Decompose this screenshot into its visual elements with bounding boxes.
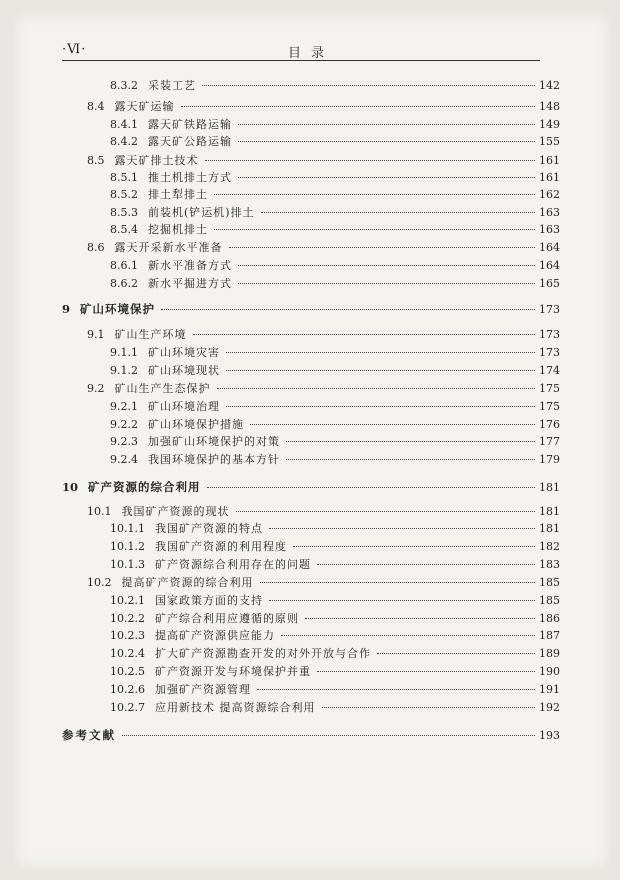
toc-page-number: 181 [539, 522, 560, 535]
toc-title: 露天开采新水平准备 [114, 241, 223, 254]
toc-entry [110, 117, 560, 133]
dot-leader [238, 141, 535, 142]
dot-leader [214, 194, 535, 195]
toc-entry [110, 222, 560, 238]
toc-number: 10.2.1 [110, 594, 145, 607]
dot-leader [226, 370, 535, 371]
dot-leader [214, 229, 535, 230]
dot-leader [202, 85, 535, 86]
toc-entry [87, 153, 560, 169]
toc-title: 推土机排土方式 [148, 171, 232, 184]
dot-leader [226, 352, 535, 353]
toc-title: 提高矿产资源供应能力 [155, 629, 275, 642]
toc-title: 我国矿产资源的现状 [121, 505, 230, 518]
toc-number: 8.6.1 [110, 259, 138, 272]
toc-entry [110, 557, 560, 573]
dot-leader [260, 582, 536, 583]
toc-title: 加强矿产资源管理 [155, 683, 251, 696]
toc-number: 9.2.1 [110, 400, 138, 413]
toc-page-number: 173 [539, 346, 560, 359]
dot-leader [269, 528, 535, 529]
dot-leader [238, 177, 535, 178]
dot-leader [226, 406, 535, 407]
toc-title: 采装工艺 [148, 79, 196, 92]
toc-entry [110, 539, 560, 555]
toc-entry [110, 434, 560, 450]
toc-title: 矿山生产环境 [114, 328, 187, 341]
toc-entry [110, 611, 560, 627]
toc-number: 8.3.2 [110, 79, 138, 92]
toc-entry [110, 276, 560, 292]
dot-leader [293, 546, 535, 547]
toc-page-number: 165 [539, 277, 560, 290]
dot-leader [193, 334, 536, 335]
toc-page-number: 185 [539, 576, 560, 589]
toc-number: 9.1 [87, 328, 105, 341]
toc-number: 10.1 [87, 505, 112, 518]
toc-page-number: 148 [539, 100, 560, 113]
toc-entry [110, 700, 560, 716]
toc-page-number: 142 [539, 79, 560, 92]
toc-number: 8.6.2 [110, 277, 138, 290]
dot-leader [217, 388, 536, 389]
toc-title: 矿产综合利用应遵循的原则 [155, 612, 299, 625]
toc-title: 我国矿产资源的利用程度 [155, 540, 287, 553]
toc-number: 10.2.7 [110, 701, 145, 714]
toc-title: 露天矿运输 [114, 100, 175, 113]
toc-number: 9.2.3 [110, 435, 138, 448]
dot-leader [317, 671, 535, 672]
toc-entry [110, 417, 560, 433]
toc-page-number: 187 [539, 629, 560, 642]
toc-page-number: 163 [539, 223, 560, 236]
toc-number: 10 [62, 480, 79, 494]
toc-page-number: 177 [539, 435, 560, 448]
toc-entry [110, 593, 560, 609]
toc-references [62, 727, 560, 743]
dot-leader [250, 424, 535, 425]
toc-page-number: 164 [539, 241, 560, 254]
toc-chapter [62, 479, 560, 495]
toc-entry [87, 327, 560, 343]
toc-page-number: 173 [539, 303, 560, 316]
dot-leader [122, 735, 535, 736]
toc-number: 8.4.1 [110, 118, 138, 131]
toc-entry [87, 240, 560, 256]
dot-leader [286, 459, 535, 460]
toc-entry [110, 78, 560, 94]
toc-title: 矿山环境灾害 [148, 346, 220, 359]
toc-title: 矿山生产生态保护 [114, 382, 211, 395]
toc-title: 排土犁排土 [148, 188, 208, 201]
toc-title: 矿产资源综合利用存在的问题 [155, 558, 311, 571]
toc-page-number: 161 [539, 171, 560, 184]
toc-entry [110, 521, 560, 537]
toc-page-number: 164 [539, 259, 560, 272]
toc-page-number: 174 [539, 364, 560, 377]
dot-leader [317, 564, 535, 565]
toc-page-number: 149 [539, 118, 560, 131]
toc-title: 参考文献 [62, 728, 116, 742]
toc-page-number: 189 [539, 647, 560, 660]
toc-number: 10.2.6 [110, 683, 145, 696]
toc-page-number: 175 [539, 382, 560, 395]
toc-number: 9.2.2 [110, 418, 138, 431]
toc-page-number: 186 [539, 612, 560, 625]
toc-entry [87, 99, 560, 115]
toc-number: 8.4.2 [110, 135, 138, 148]
toc-page-number: 161 [539, 154, 560, 167]
toc-page-number: 155 [539, 135, 560, 148]
toc-entry [110, 363, 560, 379]
dot-leader [238, 265, 535, 266]
toc-entry [110, 258, 560, 274]
toc-page-number: 191 [539, 683, 560, 696]
toc-title: 矿产资源的综合利用 [88, 480, 201, 494]
dot-leader [236, 511, 536, 512]
toc-number: 10.1.3 [110, 558, 145, 571]
toc-entry [110, 170, 560, 186]
toc-entry [110, 452, 560, 468]
toc-entry [110, 345, 560, 361]
toc-number: 8.5.4 [110, 223, 138, 236]
dot-leader [281, 635, 535, 636]
toc-entry [110, 628, 560, 644]
toc-title: 矿山环境现状 [148, 364, 220, 377]
toc-page-number: 181 [539, 481, 560, 494]
toc-number: 10.2 [87, 576, 112, 589]
dot-leader [207, 487, 535, 488]
dot-leader [257, 689, 535, 690]
toc-page-number: 182 [539, 540, 560, 553]
toc-page-number: 193 [539, 729, 560, 742]
dot-leader [161, 309, 535, 310]
toc-title: 矿山环境保护措施 [148, 418, 244, 431]
toc-entry [110, 646, 560, 662]
toc-entry [110, 187, 560, 203]
dot-leader [322, 707, 536, 708]
toc-number: 8.5 [87, 154, 105, 167]
dot-leader [181, 106, 536, 107]
dot-leader [205, 160, 536, 161]
toc-entry [87, 381, 560, 397]
toc-entry [87, 504, 560, 520]
toc-page-number: 176 [539, 418, 560, 431]
page-number-label: ·Ⅵ· [62, 42, 87, 57]
dot-leader [238, 124, 535, 125]
toc-title: 加强矿山环境保护的对策 [148, 435, 280, 448]
toc-title: 国家政策方面的支持 [155, 594, 263, 607]
dot-leader [377, 653, 535, 654]
toc-title: 矿山环境保护 [80, 302, 156, 316]
toc-number: 9.1.2 [110, 364, 138, 377]
toc-number: 10.2.2 [110, 612, 145, 625]
toc-title: 新水平准备方式 [148, 259, 232, 272]
toc-title: 新水平掘进方式 [148, 277, 232, 290]
toc-title: 提高矿产资源的综合利用 [121, 576, 254, 589]
toc-title: 前装机(铲运机)排土 [148, 206, 255, 219]
toc-number: 10.1.2 [110, 540, 145, 553]
toc-title: 露天矿公路运输 [148, 135, 232, 148]
toc-page-number: 163 [539, 206, 560, 219]
toc-page-number: 181 [539, 505, 560, 518]
toc-entry [110, 205, 560, 221]
toc-title: 露天矿排土技术 [114, 154, 199, 167]
toc-number: 8.5.3 [110, 206, 138, 219]
toc-number: 8.5.2 [110, 188, 138, 201]
toc-title: 露天矿铁路运输 [148, 118, 232, 131]
toc-number: 9.2 [87, 382, 105, 395]
dot-leader [286, 441, 535, 442]
dot-leader [261, 212, 535, 213]
dot-leader [238, 283, 535, 284]
toc-entry [110, 399, 560, 415]
toc-title: 挖掘机排土 [148, 223, 208, 236]
toc-number: 8.6 [87, 241, 105, 254]
toc-page-number: 162 [539, 188, 560, 201]
toc-number: 10.1.1 [110, 522, 145, 535]
toc-number: 9 [62, 302, 71, 316]
toc-page-number: 175 [539, 400, 560, 413]
toc-page-number: 179 [539, 453, 560, 466]
toc-page-number: 185 [539, 594, 560, 607]
header-title: 目录 [288, 46, 335, 61]
toc-entry [110, 664, 560, 680]
toc-number: 10.2.5 [110, 665, 145, 678]
toc-title: 应用新技术 提高资源综合利用 [155, 701, 316, 714]
toc-page-number: 190 [539, 665, 560, 678]
toc-title: 矿山环境治理 [148, 400, 220, 413]
toc-title: 扩大矿产资源勘查开发的对外开放与合作 [155, 647, 371, 660]
dot-leader [269, 600, 535, 601]
toc-page-number: 192 [539, 701, 560, 714]
toc-title: 我国环境保护的基本方针 [148, 453, 280, 466]
toc-title: 我国矿产资源的特点 [155, 522, 263, 535]
toc-number: 9.2.4 [110, 453, 138, 466]
toc-number: 8.5.1 [110, 171, 138, 184]
toc-entry [110, 682, 560, 698]
toc-page-number: 173 [539, 328, 560, 341]
toc-page-number: 183 [539, 558, 560, 571]
toc-number: 10.2.4 [110, 647, 145, 660]
toc-number: 9.1.1 [110, 346, 138, 359]
toc-chapter [62, 301, 560, 317]
toc-entry [110, 134, 560, 150]
dot-leader [305, 618, 535, 619]
toc-title: 矿产资源开发与环境保护并重 [155, 665, 311, 678]
dot-leader [229, 247, 536, 248]
toc-entry [87, 575, 560, 591]
toc-number: 8.4 [87, 100, 105, 113]
toc-number: 10.2.3 [110, 629, 145, 642]
